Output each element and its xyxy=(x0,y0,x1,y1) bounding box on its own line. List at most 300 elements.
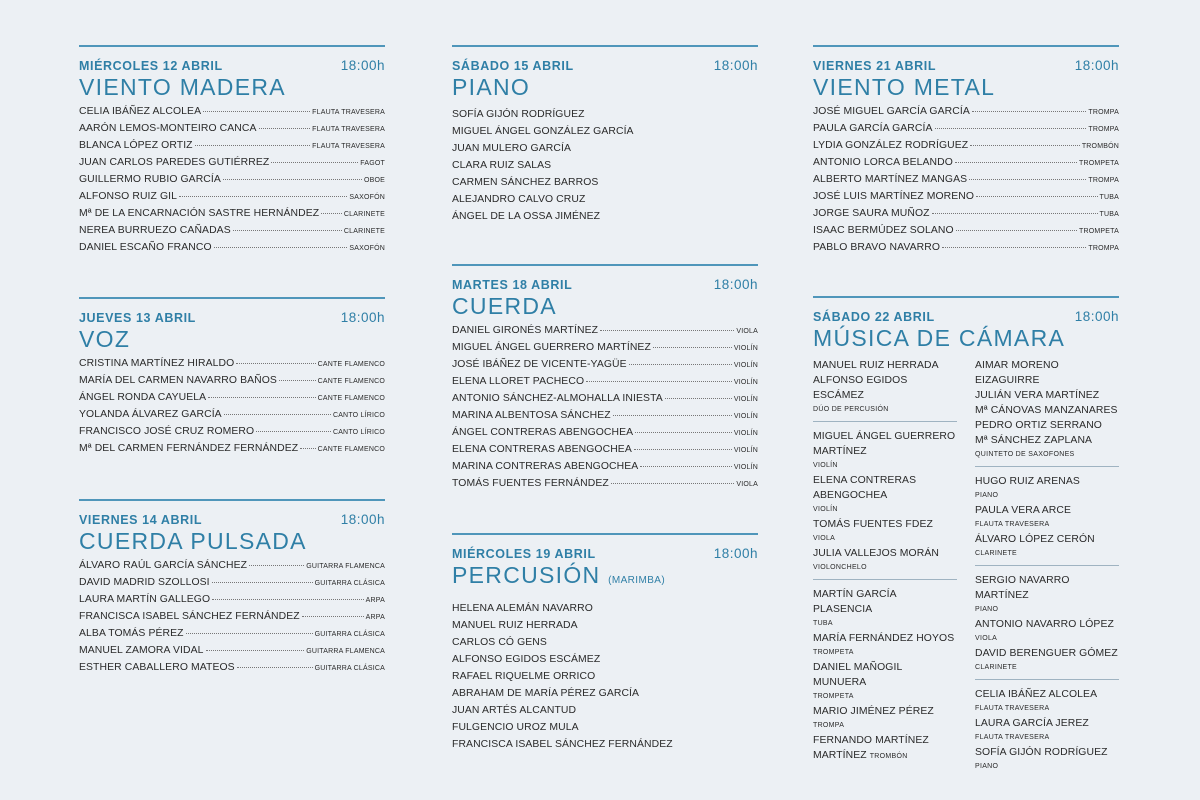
chamber-performer-name-text: DAVID BERENGUER GÓMEZ xyxy=(975,648,1118,659)
performer-name: ABRAHAM DE MARÍA PÉREZ GARCÍA xyxy=(452,688,640,699)
performer-name: ÁNGEL RONDA CAYUELA xyxy=(79,392,207,403)
performer-name: ALFONSO RUIZ GIL xyxy=(79,191,178,202)
chamber-performer-name xyxy=(975,745,1119,760)
performer-instrument: TROMBÓN xyxy=(1081,143,1119,150)
performer-name: NEREA BURRUEZO CAÑADAS xyxy=(79,225,231,236)
section-title: CUERDA xyxy=(452,293,557,319)
dot-leader xyxy=(208,397,315,398)
performer-instrument: TROMPETA xyxy=(1079,160,1119,167)
performer-entry xyxy=(452,393,758,410)
dot-leader xyxy=(611,483,735,484)
section-rule xyxy=(79,297,385,299)
chamber-instrument: TROMBÓN xyxy=(869,753,908,760)
performer-instrument: CANTE FLAMENCO xyxy=(317,378,385,385)
performer-instrument: TROMPETA xyxy=(1079,228,1119,235)
dot-leader xyxy=(972,111,1087,112)
performer-entry xyxy=(813,191,1119,208)
section-rule xyxy=(813,296,1119,298)
chamber-performer-name xyxy=(975,433,1119,448)
section-viento-metal xyxy=(813,45,1119,259)
chamber-performer-name xyxy=(975,573,1119,603)
performer-instrument: OBOE xyxy=(363,177,385,184)
section-viento-madera xyxy=(79,45,385,259)
dot-leader xyxy=(634,449,732,450)
section-title-text: PERCUSIÓN xyxy=(452,562,601,588)
chamber-performer-name xyxy=(813,429,957,459)
chamber-column-right xyxy=(975,358,1119,785)
performer-instrument: TROMPA xyxy=(1088,245,1119,252)
dot-leader xyxy=(206,650,305,651)
performer-entry xyxy=(452,444,758,461)
entry-list xyxy=(79,106,385,259)
performer-instrument: GUITARRA FLAMENCA xyxy=(306,648,385,655)
performer-name: DANIEL ESCAÑO FRANCO xyxy=(79,242,212,253)
section-rule xyxy=(79,45,385,47)
section-title: PIANO xyxy=(452,74,531,100)
chamber-performer-name xyxy=(975,388,1119,403)
performer-entry xyxy=(79,662,385,679)
performer-name: MIGUEL ÁNGEL GONZÁLEZ GARCÍA xyxy=(452,126,634,137)
performer-name: PABLO BRAVO NAVARRO xyxy=(813,242,941,253)
chamber-instrument: TROMPETA xyxy=(813,693,854,700)
performer-name: HELENA ALEMÁN NAVARRO xyxy=(452,603,593,614)
section-time: 18:00h xyxy=(1074,58,1119,73)
dot-leader xyxy=(279,380,316,381)
performer-entry xyxy=(79,123,385,140)
chamber-performer-name xyxy=(813,660,957,690)
chamber-performer-name xyxy=(813,631,957,646)
section-cuerda-pulsada xyxy=(79,499,385,679)
performer-instrument: CANTO LÍRICO xyxy=(332,429,385,436)
performer-name: CARMEN SÁNCHEZ BARROS xyxy=(452,177,599,188)
section-day: MARTES 18 ABRIL xyxy=(452,278,573,292)
performer-instrument: TROMPA xyxy=(1088,109,1119,116)
section-day: MIÉRCOLES 12 ABRIL xyxy=(79,59,223,73)
chamber-performer-name-text: ANTONIO NAVARRO LÓPEZ xyxy=(975,619,1114,630)
performer-name: LAURA MARTÍN GALLEGO xyxy=(79,594,211,605)
dot-leader xyxy=(233,230,342,231)
chamber-performer-name-text: ELENA CONTRERAS ABENGOCHEA xyxy=(813,475,917,501)
dot-leader xyxy=(224,414,331,415)
performer-entry xyxy=(813,225,1119,242)
performer-entry xyxy=(79,106,385,123)
performer-name: ELENA CONTRERAS ABENGOCHEA xyxy=(452,444,632,455)
section-title: VIENTO MADERA xyxy=(79,74,286,100)
dot-leader xyxy=(186,633,313,634)
performer-name: RAFAEL RIQUELME ORRICO xyxy=(452,671,596,682)
performer-name: MARINA ALBENTOSA SÁNCHEZ xyxy=(452,410,611,421)
performer-entry xyxy=(452,325,758,342)
chamber-performer-name-text: MANUEL RUIZ HERRADA xyxy=(813,360,939,371)
chamber-group xyxy=(813,358,957,422)
dot-leader xyxy=(956,230,1077,231)
performer-entry xyxy=(79,358,385,375)
performer-instrument: GUITARRA CLÁSICA xyxy=(314,631,385,638)
dot-leader xyxy=(237,667,313,668)
performer-name: ANTONIO LORCA BELANDO xyxy=(813,157,953,168)
chamber-performer-name xyxy=(813,473,957,503)
chamber-performer-name xyxy=(975,646,1119,661)
section-rule xyxy=(79,499,385,501)
performer-entry xyxy=(79,375,385,392)
chamber-performer-name-text: AIMAR MORENO EIZAGUIRRE xyxy=(975,360,1059,386)
dot-leader xyxy=(271,162,358,163)
dot-leader xyxy=(640,466,732,467)
dot-leader xyxy=(629,364,732,365)
chamber-group xyxy=(813,587,957,768)
section-rule xyxy=(452,533,758,535)
performer-name: FULGENCIO UROZ MULA xyxy=(452,722,579,733)
chamber-performer-name xyxy=(975,503,1119,518)
section-time: 18:00h xyxy=(340,512,385,527)
section-day: JUEVES 13 ABRIL xyxy=(79,311,196,325)
performer-instrument: GUITARRA CLÁSICA xyxy=(314,580,385,587)
dot-leader xyxy=(970,145,1080,146)
chamber-group xyxy=(975,474,1119,566)
section-title: VOZ xyxy=(79,326,131,352)
performer-name: DAVID MADRID SZOLLOSI xyxy=(79,577,210,588)
performer-entry xyxy=(79,628,385,645)
dot-leader xyxy=(302,616,364,617)
section-title: VIENTO METAL xyxy=(813,74,996,100)
performer-instrument: GUITARRA CLÁSICA xyxy=(314,665,385,672)
performer-entry xyxy=(79,611,385,628)
dot-leader xyxy=(214,247,348,248)
section-subtitle: (MARIMBA) xyxy=(608,575,666,586)
performer-entry xyxy=(452,478,758,495)
section-percusion xyxy=(452,533,758,753)
dot-leader xyxy=(955,162,1077,163)
performer-entry xyxy=(813,106,1119,123)
section-day: VIERNES 21 ABRIL xyxy=(813,59,937,73)
dot-leader xyxy=(212,599,364,600)
dot-leader xyxy=(212,582,313,583)
chamber-performer-name-text: DANIEL MAÑOGIL MUNUERA xyxy=(813,662,902,688)
performer-instrument: VIOLÍN xyxy=(733,345,758,352)
dot-leader xyxy=(932,213,1098,214)
chamber-performer-name xyxy=(813,373,957,403)
performer-name: CRISTINA MARTÍNEZ HIRALDO xyxy=(79,358,235,369)
performer-instrument: VIOLÍN xyxy=(733,447,758,454)
chamber-performer-name-text: PEDRO ORTIZ SERRANO xyxy=(975,420,1102,431)
chamber-instrument: TUBA xyxy=(813,620,833,627)
performer-entry xyxy=(452,427,758,444)
chamber-performer-name xyxy=(975,532,1119,547)
chamber-performer-name xyxy=(813,587,957,617)
chamber-performer-name xyxy=(975,617,1119,632)
performer-instrument: ARPA xyxy=(365,614,385,621)
chamber-instrument: TROMPETA xyxy=(813,649,854,656)
dot-leader xyxy=(635,432,732,433)
chamber-performer-name-text: LAURA GARCÍA JEREZ xyxy=(975,718,1089,729)
performer-name: TOMÁS FUENTES FERNÁNDEZ xyxy=(452,478,609,489)
performer-name: ALBERTO MARTÍNEZ MANGAS xyxy=(813,174,968,185)
performer-name: MANUEL ZAMORA VIDAL xyxy=(79,645,204,656)
chamber-instrument: QUINTETO DE SAXOFONES xyxy=(975,451,1075,458)
chamber-performer-name-text: MARÍA FERNÁNDEZ HOYOS xyxy=(813,633,955,644)
performer-instrument: CANTE FLAMENCO xyxy=(317,446,385,453)
performer-name: DANIEL GIRONÉS MARTÍNEZ xyxy=(452,325,599,336)
chamber-performer-name-text: JULIA VALLEJOS MORÁN xyxy=(813,548,939,559)
chamber-group xyxy=(975,358,1119,467)
section-rule xyxy=(813,45,1119,47)
entry-list xyxy=(813,106,1119,259)
dot-leader xyxy=(969,179,1086,180)
dot-leader xyxy=(195,145,311,146)
chamber-performer-name xyxy=(813,733,957,764)
section-piano xyxy=(452,45,758,225)
performer-instrument: GUITARRA FLAMENCA xyxy=(306,563,385,570)
entry-list xyxy=(79,560,385,679)
performer-instrument: FLAUTA TRAVESERA xyxy=(312,126,385,133)
chamber-performer-name-text: FERNANDO MARTÍNEZ MARTÍNEZ xyxy=(813,735,929,761)
chamber-instrument: VIOLA xyxy=(813,535,836,542)
performer-instrument: VIOLÍN xyxy=(733,413,758,420)
performer-name: MARÍA DEL CARMEN NAVARRO BAÑOS xyxy=(79,375,277,386)
section-musica-de-camara xyxy=(813,296,1119,785)
performer-entry xyxy=(79,426,385,443)
performer-entry xyxy=(79,225,385,242)
dot-leader xyxy=(256,431,331,432)
performer-name: YOLANDA ÁLVAREZ GARCÍA xyxy=(79,409,222,420)
section-time: 18:00h xyxy=(713,277,758,292)
performer-entry xyxy=(813,157,1119,174)
performer-instrument: SAXOFÓN xyxy=(349,194,385,201)
performer-entry xyxy=(813,140,1119,157)
performer-name: ALFONSO EGIDOS ESCÁMEZ xyxy=(452,654,601,665)
performer-instrument: ARPA xyxy=(365,597,385,604)
chamber-performer-name xyxy=(813,358,957,373)
chamber-column-left xyxy=(813,358,957,785)
dot-leader xyxy=(942,247,1086,248)
performer-name: JUAN CARLOS PAREDES GUTIÉRREZ xyxy=(79,157,270,168)
entry-list xyxy=(79,358,385,460)
chamber-group xyxy=(813,429,957,580)
performer-name: ÁNGEL DE LA OSSA JIMÉNEZ xyxy=(452,211,601,222)
section-time: 18:00h xyxy=(713,58,758,73)
name-list xyxy=(452,600,758,753)
chamber-performer-name-text: JULIÁN VERA MARTÍNEZ xyxy=(975,390,1100,401)
entry-list xyxy=(452,325,758,495)
section-voz xyxy=(79,297,385,460)
performer-entry xyxy=(813,242,1119,259)
performer-name: ELENA LLORET PACHECO xyxy=(452,376,585,387)
performer-entry xyxy=(79,560,385,577)
performer-name: ÁNGEL CONTRERAS ABENGOCHEA xyxy=(452,427,634,438)
dot-leader xyxy=(665,398,732,399)
performer-name: FRANCISCO JOSÉ CRUZ ROMERO xyxy=(79,426,255,437)
performer-entry xyxy=(79,577,385,594)
performer-name: CLARA RUIZ SALAS xyxy=(452,160,552,171)
performer-name: FRANCISCA ISABEL SÁNCHEZ FERNÁNDEZ xyxy=(452,739,673,750)
dot-leader xyxy=(653,347,732,348)
performer-instrument: CANTE FLAMENCO xyxy=(317,361,385,368)
performer-entry xyxy=(452,461,758,478)
performer-name: MIGUEL ÁNGEL GUERRERO MARTÍNEZ xyxy=(452,342,651,353)
chamber-performer-name-text: HUGO RUIZ ARENAS xyxy=(975,476,1080,487)
section-time: 18:00h xyxy=(340,310,385,325)
section-rule xyxy=(452,264,758,266)
performer-instrument: VIOLÍN xyxy=(733,430,758,437)
section-time: 18:00h xyxy=(713,546,758,561)
dot-leader xyxy=(223,179,362,180)
performer-instrument: CLARINETE xyxy=(343,228,385,235)
chamber-instrument: PIANO xyxy=(975,763,999,770)
performer-entry xyxy=(79,208,385,225)
dot-leader xyxy=(586,381,732,382)
dot-leader xyxy=(600,330,734,331)
dot-leader xyxy=(613,415,732,416)
performer-instrument: FLAUTA TRAVESERA xyxy=(312,109,385,116)
chamber-instrument: CLARINETE xyxy=(975,664,1017,671)
section-day: SÁBADO 22 ABRIL xyxy=(813,310,935,324)
performer-name: BLANCA LÓPEZ ORTIZ xyxy=(79,140,193,151)
section-title: CUERDA PULSADA xyxy=(79,528,307,554)
chamber-instrument: FLAUTA TRAVESERA xyxy=(975,734,1050,741)
performer-instrument: FLAUTA TRAVESERA xyxy=(312,143,385,150)
dot-leader xyxy=(321,213,342,214)
chamber-instrument: PIANO xyxy=(975,492,999,499)
name-list xyxy=(452,106,758,225)
performer-entry xyxy=(79,242,385,259)
chamber-instrument: VIOLONCHELO xyxy=(813,564,867,571)
chamber-performer-name-text: MIGUEL ÁNGEL GUERRERO MARTÍNEZ xyxy=(813,431,956,457)
performer-instrument: FAGOT xyxy=(360,160,385,167)
dot-leader xyxy=(976,196,1097,197)
chamber-instrument: VIOLÍN xyxy=(813,462,838,469)
section-title xyxy=(452,561,758,595)
performer-instrument: TUBA xyxy=(1099,194,1119,201)
chamber-groups xyxy=(813,358,1119,785)
chamber-instrument: PIANO xyxy=(975,606,999,613)
performer-name: AARÓN LEMOS-MONTEIRO CANCA xyxy=(79,123,257,134)
performer-instrument: CANTE FLAMENCO xyxy=(317,395,385,402)
performer-name: JOSÉ IBÁÑEZ DE VICENTE-YAGÜE xyxy=(452,359,627,370)
performer-instrument: VIOLÍN xyxy=(733,464,758,471)
section-title: MÚSICA DE CÁMARA xyxy=(813,325,1066,351)
performer-entry xyxy=(79,645,385,662)
chamber-instrument: FLAUTA TRAVESERA xyxy=(975,521,1050,528)
performer-instrument: TROMPA xyxy=(1088,177,1119,184)
performer-name: ALEJANDRO CALVO CRUZ xyxy=(452,194,586,205)
performer-instrument: VIOLÍN xyxy=(733,362,758,369)
chamber-performer-name-text: SERGIO NAVARRO MARTÍNEZ xyxy=(975,575,1070,601)
performer-entry xyxy=(452,342,758,359)
chamber-performer-name xyxy=(975,474,1119,489)
dot-leader xyxy=(259,128,311,129)
performer-name: FRANCISCA ISABEL SÁNCHEZ FERNÁNDEZ xyxy=(79,611,300,622)
section-day: VIERNES 14 ABRIL xyxy=(79,513,203,527)
chamber-group xyxy=(975,573,1119,680)
chamber-performer-name-text: Mª CÁNOVAS MANZANARES xyxy=(975,405,1118,416)
performer-name: Mª DEL CARMEN FERNÁNDEZ FERNÁNDEZ xyxy=(79,443,299,454)
performer-entry xyxy=(79,392,385,409)
chamber-performer-name-text: TOMÁS FUENTES FDEZ xyxy=(813,519,933,530)
chamber-performer-name-text: ÁLVARO LÓPEZ CERÓN xyxy=(975,534,1095,545)
performer-instrument: TROMPA xyxy=(1088,126,1119,133)
chamber-performer-name xyxy=(975,687,1119,702)
dot-leader xyxy=(249,565,304,566)
chamber-instrument: FLAUTA TRAVESERA xyxy=(975,705,1050,712)
dot-leader xyxy=(236,363,315,364)
chamber-performer-name xyxy=(975,403,1119,418)
performer-instrument: VIOLÍN xyxy=(733,396,758,403)
performer-entry xyxy=(79,409,385,426)
chamber-instrument: CLARINETE xyxy=(975,550,1017,557)
performer-name: CELIA IBÁÑEZ ALCOLEA xyxy=(79,106,202,117)
performer-entry xyxy=(452,359,758,376)
performer-name: LYDIA GONZÁLEZ RODRÍGUEZ xyxy=(813,140,969,151)
performer-name: MANUEL RUIZ HERRADA xyxy=(452,620,578,631)
section-rule xyxy=(452,45,758,47)
section-time: 18:00h xyxy=(1074,309,1119,324)
chamber-performer-name xyxy=(975,418,1119,433)
performer-name: JORGE SAURA MUÑOZ xyxy=(813,208,930,219)
chamber-performer-name xyxy=(813,517,957,532)
performer-name: SOFÍA GIJÓN RODRÍGUEZ xyxy=(452,109,585,120)
chamber-performer-name-text: MARIO JIMÉNEZ PÉREZ xyxy=(813,706,934,717)
chamber-performer-name-text: CELIA IBÁÑEZ ALCOLEA xyxy=(975,689,1098,700)
performer-name: ESTHER CABALLERO MATEOS xyxy=(79,662,235,673)
performer-entry xyxy=(79,174,385,191)
dot-leader xyxy=(203,111,310,112)
performer-entry xyxy=(452,376,758,393)
performer-name: ANTONIO SÁNCHEZ-ALMOHALLA INIESTA xyxy=(452,393,663,404)
chamber-performer-name-text: MARTÍN GARCÍA PLASENCIA xyxy=(813,589,897,615)
performer-entry xyxy=(79,191,385,208)
performer-name: JOSÉ MIGUEL GARCÍA GARCÍA xyxy=(813,106,970,117)
performer-instrument: CANTO LÍRICO xyxy=(332,412,385,419)
chamber-performer-name-text: Mª SÁNCHEZ ZAPLANA xyxy=(975,435,1093,446)
performer-instrument: VIOLÍN xyxy=(733,379,758,386)
performer-entry xyxy=(813,123,1119,140)
dot-leader xyxy=(300,448,315,449)
performer-entry xyxy=(813,174,1119,191)
chamber-instrument: VIOLA xyxy=(975,635,998,642)
chamber-performer-name-text: ALFONSO EGIDOS ESCÁMEZ xyxy=(813,375,908,401)
performer-instrument: VIOLA xyxy=(736,328,758,335)
section-cuerda xyxy=(452,264,758,495)
performer-name: ISAAC BERMÚDEZ SOLANO xyxy=(813,225,954,236)
performer-entry xyxy=(452,410,758,427)
performer-entry xyxy=(79,140,385,157)
chamber-performer-name xyxy=(975,358,1119,388)
performer-name: JUAN ARTÉS ALCANTUD xyxy=(452,705,577,716)
chamber-performer-name xyxy=(813,546,957,561)
chamber-performer-name-text: PAULA VERA ARCE xyxy=(975,505,1072,516)
performer-name: MARINA CONTRERAS ABENGOCHEA xyxy=(452,461,639,472)
performer-entry xyxy=(79,594,385,611)
performer-instrument: SAXOFÓN xyxy=(349,245,385,252)
performer-name: ALBA TOMÁS PÉREZ xyxy=(79,628,184,639)
dot-leader xyxy=(935,128,1087,129)
performer-name: Mª DE LA ENCARNACIÓN SASTRE HERNÁNDEZ xyxy=(79,208,320,219)
chamber-instrument: DÚO DE PERCUSIÓN xyxy=(813,406,889,413)
performer-name: CARLOS CÓ GENS xyxy=(452,637,547,648)
performer-instrument: VIOLA xyxy=(736,481,758,488)
section-time: 18:00h xyxy=(340,58,385,73)
chamber-performer-name xyxy=(813,704,957,719)
chamber-performer-name-text: SOFÍA GIJÓN RODRÍGUEZ xyxy=(975,747,1108,758)
performer-entry xyxy=(813,208,1119,225)
performer-name: JUAN MULERO GARCÍA xyxy=(452,143,571,154)
performer-entry xyxy=(79,157,385,174)
section-day: MIÉRCOLES 19 ABRIL xyxy=(452,547,596,561)
performer-name: JOSÉ LUIS MARTÍNEZ MORENO xyxy=(813,191,975,202)
chamber-group xyxy=(975,687,1119,778)
chamber-performer-name xyxy=(975,716,1119,731)
performer-instrument: CLARINETE xyxy=(343,211,385,218)
